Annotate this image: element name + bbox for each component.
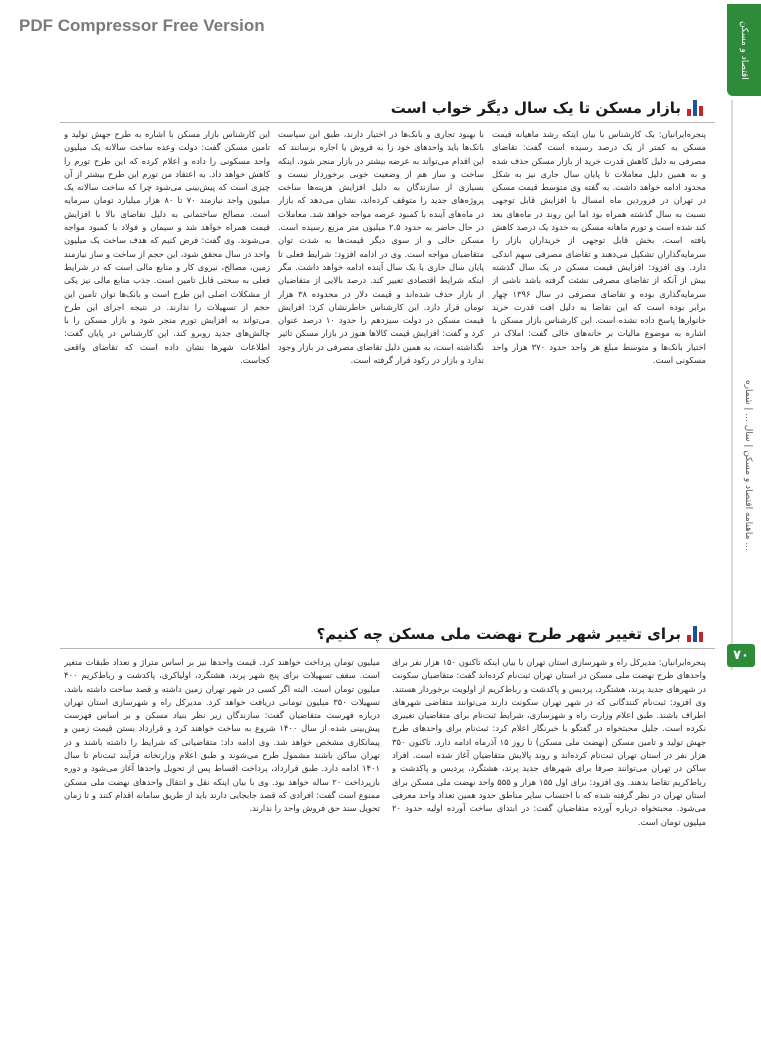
watermark-text: PDF Compressor Free Version bbox=[19, 16, 265, 35]
article-2-paragraph: میلیون تومان پرداخت خواهند کرد. قیمت واحدها نیز بر اساس متراژ و تعداد طبقات متغیر است. سقف تسهیلات برای پنج شهر پرند، هشتگرد، اولیاکری، پاکدشت و رباط‌کریم ۴۰۰ میلیون تومان است. البته اگر کسی در شهر تهران زمین داشته و قصد ساخت داشته باشد، تسهیلات ۳۵۰ میلیون تومانی دریافت خواهد کرد. مدیرکل راه و شهرسازی استان تهران درباره فهرست متقاضیان گفت: سازندگان زیر نظر بنیاد مسکن و بر اساس فهرست پیش‌بینی شده از سال ۱۴۰۰ شروع به ساخت خواهند کرد و قرارداد بستن قیمت زمین و پیمانکاری مشخص خواهد شد. وی ادامه داد: متقاضیانی که شرایط را داشته باشند و در تهران ساکن باشند مشمول طرح می‌شوند و طبق اعلام وزارتخانه فرآیند ثبت‌نام تا سال ۱۴۰۱ ادامه دارد. طبق قرارداد، پرداخت اقساط پس از تحویل واحدها آغاز می‌شود و دوره بازپرداخت ۲۰ ساله خواهد بود. وی با بیان اینکه نقل و انتقال واحدهای نهضت ملی مسکن ممنوع است گفت: افرادی که قصد جابجایی دارند باید از طریق سامانه اقدام کنند و تا زمان تحویل سند حق فروش واحد را ندارند. bbox=[64, 657, 380, 814]
magazine-side-info: ماهنامه اقتصاد و مسکن | سال ... | شماره ... bbox=[743, 380, 753, 551]
bar-chart-icon bbox=[687, 626, 703, 642]
section-tab bbox=[727, 4, 761, 96]
article-2-column-1 bbox=[392, 656, 706, 956]
article-1-title: بازار مسکن تا یک سال دیگر خواب است bbox=[390, 99, 681, 117]
article-1-column-1 bbox=[492, 128, 706, 610]
bar-chart-icon bbox=[687, 100, 703, 116]
article-1-divider bbox=[60, 122, 715, 123]
article-1-paragraph: این کارشناس بازار مسکن با اشاره به طرح جهش تولید و تامین مسکن گفت: دولت وعده ساخت سالانه یک میلیون واحد مسکونی را داده و اعلام کرده که این طرح تورم را کاهش خواهد داد. به اعتقاد من تورم این طرح بیشتر از آن چیزی است که پیش‌بینی می‌شود چرا که ساخت سالانه یک میلیون واحد نیازمند ۷۰ تا ۸۰ هزار میلیارد تومان سرمایه است. مصالح ساختمانی به دلیل تقاضای بالا با افزایش قیمت همراه خواهد شد و سیمان و فولاد با کمبود مواجه می‌شوند. وی گفت: فرض کنیم که هدف ساخت یک میلیون واحد در سال محقق شود، این حجم از ساخت و ساز نیازمند زمین، مصالح، نیروی کار و منابع مالی است که در شرایط فعلی به سختی قابل تامین است. جذب منابع مالی نیز یکی از مشکلات اصلی این طرح است و بانک‌ها توان تامین این حجم از تسهیلات را ندارند. در نتیجه اجرای این طرح می‌تواند به افزایش تورم منجر شود و بازار مسکن را با چالش‌های جدید روبرو کند. این کارشناس در پایان گفت: اطلاعات شهرها نشان داده است که تقاضای واقعی کجاست. bbox=[64, 129, 270, 366]
article-2-paragraph: پنجره‌ایرانیان: مدیرکل راه و شهرسازی استان تهران با بیان اینکه تاکنون ۱۵۰ هزار نفر برای واحدهای طرح نهضت ملی مسکن در استان تهران ثبت‌نام کرده‌اند گفت: متقاضیان سکونت در شهرهای جدید پرند، هشتگرد، پردیس و پاکدشت و رباط‌کریم از اولویت برخوردار هستند. وی افزود: ثبت‌نام کنندگانی که در شهر تهران سکونت دارند می‌توانند متقاضی شهرهای اطراف باشند. طبق اعلام وزارت راه و شهرسازی، شرایط ثبت‌نام برای متقاضیان تغییری نکرده است. جلیل محبتخواه در گفتگو با خبرنگار اعلام کرد: ثبت‌نام برای واحدهای طرح جهش تولید و تامین مسکن (نهضت ملی مسکن) تا روز ۱۵ آذرماه ادامه دارد. تاکنون ۳۵۰ هزار نفر در استان تهران ثبت‌نام کرده‌اند و روند پالایش متقاضیان آغاز شده است. افراد ساکن در تهران می‌توانند صرفا برای شهرهای جدید پرند، هشتگرد، پردیس و پاکدشت و رباط‌کریم تقاضا بدهند. وی افزود: برای اول ۱۵۵ هزار و ۵۵۵ واحد نهضت ملی مسکن برای استان تهران در نظر گرفته شده که با احتساب سایر مناطق حدود همین تعداد واحد معرفی می‌شود. محبتخواه درباره آورده متقاضیان گفت: در ابتدای ساخت آورده اولیه حدود ۲۰ میلیون تومان است. bbox=[392, 657, 706, 827]
article-1-column-3 bbox=[64, 128, 270, 610]
article-2-column-2 bbox=[64, 656, 380, 956]
article-1-column-2 bbox=[278, 128, 484, 610]
article-1-paragraph: پنجره‌ایرانیان: یک کارشناس با بیان اینکه رشد ماهیانه قیمت مسکن به کمتر از یک درصد رسیده است گفت: تقاضای مصرفی به دلیل کاهش قدرت خرید از بازار مسکن حذف شده و به همین دلیل معاملات تا پایان سال جاری نیز به شکل محدود ادامه خواهد داشت. به گفته وی متوسط قیمت مسکن در تهران در فروردین ماه امسال با افزایش قابل توجهی نسبت به سال گذشته همراه بود اما این روند در ماه‌های بعد کند شده است و تورم ماهانه مسکن به حدود یک درصد کاهش یافته است. بخش قابل توجهی از خریداران بازار را سرمایه‌گذاران تشکیل می‌دهند و تقاضای مصرفی سهم اندکی دارد. وی افزود: افزایش قیمت مسکن در یک سال گذشته بیش از آنکه از تقاضای مصرفی نشئت گرفته باشد ناشی از سرمایه‌گذاری بوده و تقاضای مصرفی در سال ۱۳۹۶ چهار برابر بوده است که این تقاضا به دلیل افت قدرت خرید خانوارها پاسخ داده نشده است. این کارشناس بازار مسکن با اشاره به موضوع مالیات بر خانه‌های خالی گفت: املاک در اختیار بانک‌ها و متوسط مبلغ هر واحد حدود ۳۷۰ هزار واحد مسکونی است. bbox=[492, 129, 706, 366]
article-2-title: برای تغییر شهر طرح نهضت ملی مسکن چه کنیم؟ bbox=[316, 625, 681, 643]
article-1-paragraph: با بهبود تجاری و بانک‌ها در اختیار دارند، طبق این سیاست بانک‌ها باید واحدهای خود را به فروش یا اجاره برسانند که این اقدام می‌تواند به عرضه بیشتر در بازار منجر شود. اینکه ساخت و ساز هم از وضعیت خوبی برخوردار نیست و بسیاری از سازندگان به دلیل افزایش هزینه‌ها ساخت پروژه‌های جدید را متوقف کرده‌اند، نشان می‌دهد که بازار در ماه‌های آینده با کمبود عرضه مواجه خواهد شد. معاملات در حال حاضر به حدود ۲.۵ میلیون متر مربع رسیده است. مسکن حالی و از سوی دیگر قیمت‌ها به شدت توان متقاضیان مواجه است. وی در ادامه افزود: شرایط فعلی تا پایان سال جاری یا یک سال آینده ادامه خواهد داشت. مگر اینکه شرایط اقتصادی تغییر کند. درصد بالایی از متقاضیان از بازار حذف شده‌اند و قیمت دلار در محدوده ۳۸ هزار تومان قرار دارد. این کارشناس خاطرنشان کرد: افزایش قیمت مسکن در دولت سیزدهم را حدود ۱۰ درصد عنوان کرد و گفت: افزایش قیمت کالاها هنوز در بازار مسکن تاثیر نگذاشته است، به همین دلیل تقاضای مصرفی در بازار وجود ندارد و بازار در رکود قرار گرفته است. bbox=[278, 129, 484, 366]
article-2-divider bbox=[60, 648, 715, 649]
section-tab-label: اقتصاد و مسکن bbox=[739, 20, 749, 80]
page-number: ۷۰ bbox=[727, 644, 755, 667]
article-1-title-bar bbox=[391, 96, 703, 120]
article-2-title-bar bbox=[317, 622, 703, 646]
